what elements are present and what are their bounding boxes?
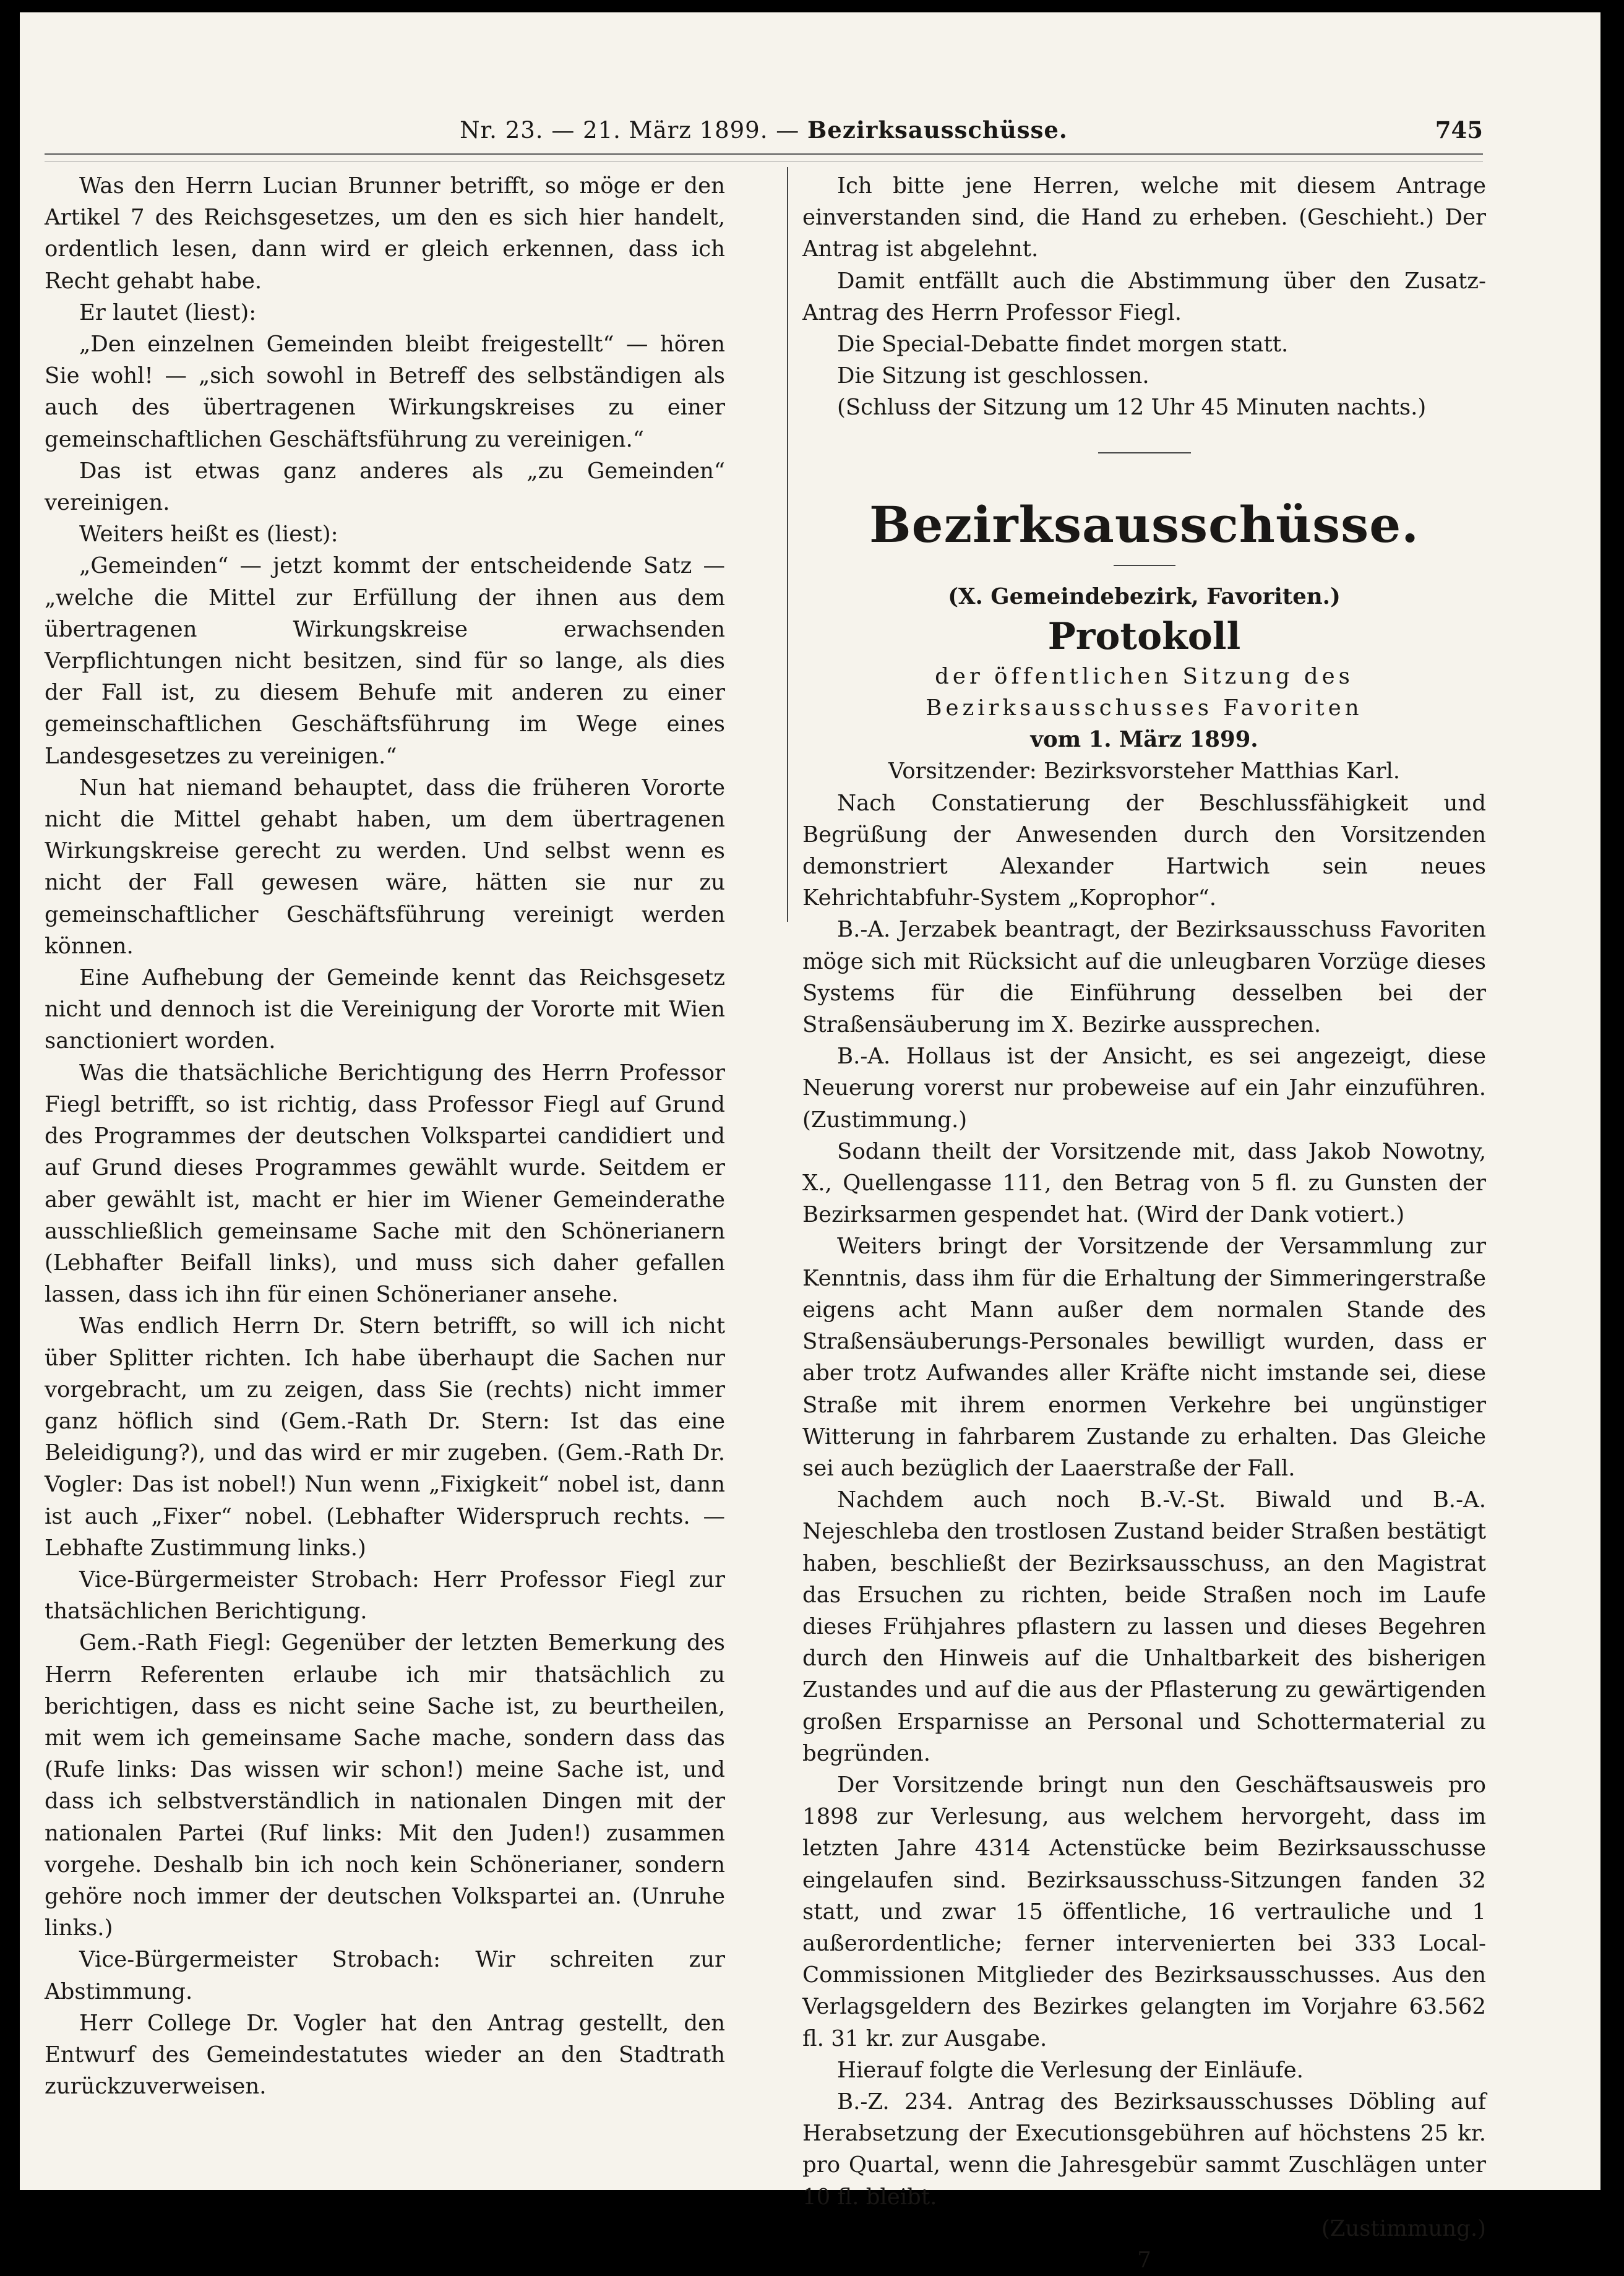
right-column [802,170,1486,2276]
paragraph: Nach Constatierung der Beschlussfähigkeit und Begrüßung der Anwesenden durch den Vorsitzenden demonstriert Alexander Hartwich sein neues Kehrichtabfuhr-System „Koprophor“. [802,790,1486,911]
paragraph: Was die thatsächliche Berichtigung des Herrn Professor Fiegl betrifft, so ist richtig, dass Professor Fiegl auf Grund des Programmes der deutschen Volkspartei candidiert und auf Grund dieses Programmes gewählt wurde. Seitdem er aber gewählt ist, macht er hier im Wiener Gemeinderathe ausschließlich gemeinsame Sache mit den Schönerianern (Lebhafter Beifall links), und muss sich daher gefallen lassen, dass ich ihn für einen Schönerianer ansehe. [45,1060,725,1308]
speaker-paragraph: Gem.-Rath Fiegl: Gegenüber der letzten Bemerkung des Herrn Referenten erlaube ich mir thatsächlich zu berichtigen, dass es nicht seine Sache ist, zu beurtheilen, mit wem ich gemeinsame Sache mache, sondern dass das (Rufe links: Das wissen wir schon!) meine Sache ist, und dass ich selbstverständlich in nationalen Dingen mit der nationalen Partei (Ruf links: Mit den Juden!) zusammen vorgehe. Deshalb bin ich noch kein Schönerianer, sondern gehöre noch immer der deutschen Volkspartei an. (Unruhe links.) [45,1630,725,1941]
paragraph: Herr College Dr. Vogler hat den Antrag gestellt, den Entwurf des Gemeindestatutes wieder an den Stadtrath zurückzuverweisen. [45,2010,725,2100]
header-date: — 21. März 1899. — [551,117,800,144]
protokoll-subtitle: der öffentlichen Sitzung des Bezirksausschusses Favoriten [926,663,1363,721]
paragraph: Weiters heißt es (liest): [79,522,338,548]
paragraph: B.-A. Jerzabek beantragt, der Bezirksausschuss Favoriten möge sich mit Rücksicht auf die unleugbaren Vorzüge dieses Systems für die Einführung desselben bei der Straßensäuberung im X. Bezirke aussprechen. [802,917,1486,1038]
speaker-paragraph: Vice-Bürgermeister Strobach: Herr Professor Fiegl zur thatsächlichen Berichtigung. [45,1566,725,1625]
paragraph: (Schluss der Sitzung um 12 Uhr 45 Minuten nachts.) [837,395,1427,421]
paragraph: Damit entfällt auch die Abstimmung über den Zusatz-Antrag des Herrn Professor Fiegl. [802,268,1486,325]
paragraph: Was endlich Herrn Dr. Stern betrifft, so will ich nicht über Splitter richten. Ich habe überhaupt die Sachen nur vorgebracht, um zu zeigen, dass Sie (rechts) nicht immer ganz höflich sind (Gem.-Rath Dr. Stern: Ist das eine Beleidigung?), und das wird er mir zugeben. (Gem.-Rath Dr. Vogler: Das ist nobel!) Nun wenn „Fixigkeit“ nobel ist, dann ist auch „Fixer“ nobel. (Lebhafter Widerspruch rechts. — Lebhafte Zustimmung links.) [45,1313,725,1561]
paragraph: Sodann theilt der Vorsitzende mit, dass Jakob Nowotny, X., Quellengasse 111, den Betrag von 5 fl. zu Gunsten der Bezirksarmen gespendet hat. (Wird der Dank votiert.) [802,1138,1486,1228]
paragraph: Er lautet (liest): [79,299,257,325]
paragraph: Nun hat niemand behauptet, dass die früheren Vororte nicht die Mittel gehabt haben, um dem übertragenen Wirkungskreise gerecht zu werden. Und selbst wenn es nicht der Fall gewesen wäre, hätten sie nur zu gemeinschaftlicher Geschäftsführung vereinigt werden können. [45,775,725,959]
header-issue: Nr. 23. [460,117,544,144]
district-heading: (X. Gemeindebezirk, Favoriten.) [948,583,1341,609]
paragraph: Weiters bringt der Vorsitzende der Versammlung zur Kenntnis, dass ihm für die Erhaltung der Simmeringerstraße eigens acht Mann außer dem normalen Stande des Straßensäuberungs-Personales bewilligt wurden, dass er aber trotz Aufwandes aller Kräfte nicht imstande sei, diese Straße mit ihrem enormen Verkehre bei ungünstiger Witterung in fahrbarem Zustande zu erhalten. Das Gleiche sei auch bezüglich der Laaerstraße der Fall. [802,1234,1486,1481]
paragraph: Die Special-Debatte findet morgen statt. [837,332,1289,358]
chair-line: Vorsitzender: Bezirksvorsteher Matthias Karl. [888,758,1401,784]
newspaper-page [20,12,1600,2273]
section-title: Bezirksausschüsse. [869,495,1419,554]
paragraph: „Gemeinden“ — jetzt kommt der entscheidende Satz — „welche die Mittel zur Erfüllung der ihnen aus dem übertragenen Wirkungskreise erwachsenden Verpflichtungen nicht besitzen, sind für so lange, als dies der Fall ist, zu diesem Behufe mit anderen zu einer gemeinschaftlichen Geschäftsführung im Wege eines Landesgesetzes zu vereinigen.“ [45,553,725,769]
protokoll-title: Protokoll [1047,614,1241,658]
column-divider [787,167,788,922]
paragraph: B.-A. Hollaus ist der Ansicht, es sei angezeigt, diese Neuerung vorerst nur probeweise auf ein Jahr einzuführen. (Zustimmung.) [802,1044,1486,1133]
title-rule [1114,565,1175,566]
paragraph: Die Sitzung ist geschlossen. [837,363,1149,389]
closing-remark: (Zustimmung.) [1321,2215,1486,2241]
speaker-paragraph: Vice-Bürgermeister Strobach: Wir schreiten zur Abstimmung. [45,1947,725,2004]
paragraph: Der Vorsitzende bringt nun den Geschäftsausweis pro 1898 zur Verlesung, aus welchem hervorgeht, dass im letzten Jahre 4314 Actenstücke beim Bezirksausschusse eingelaufen sind. Bezirksausschuss-Sitzungen fanden 32 statt, und zwar 15 öffentliche, 16 vertrauliche und 1 außerordentliche; ferner intervenierten bei 333 Local-Commissionen Mitglieder des Bezirksausschusses. Aus den Verlagsgeldern des Bezirkes gelangten im Vorjahre 63.562 fl. 31 kr. zur Ausgabe. [802,1772,1486,2051]
paragraph: Nachdem auch noch B.-V.-St. Biwald und B.-A. Nejeschleba den trostlosen Zustand beider Straßen bestätigt haben, beschließt der Bezirksausschuss, an den Magistrat das Ersuchen zu richten, beide Straßen noch im Laufe dieses Frühjahres pflastern zu lassen und dieses Begehren durch den Hinweis auf die Unhaltbarkeit des bisherigen Zustandes und auf die aus der Pflasterung zu gewärtigenden großen Ersparnisse an Personal und Schottermaterial zu begründen. [802,1487,1486,1766]
protokoll-date: vom 1. März 1899. [1030,727,1258,753]
paragraph: Hierauf folgte die Verlesung der Einläufe. [837,2057,1304,2083]
page-header [45,105,1483,155]
paragraph: Das ist etwas ganz anderes als „zu Gemeinden“ vereinigen. [45,458,725,516]
header-section: Bezirksausschüsse. [807,116,1068,144]
left-column [45,170,725,2102]
section-rule [1098,452,1191,453]
paragraph: Ich bitte jene Herren, welche mit diesem Antrage einverstanden sind, die Hand zu erheben. (Geschieht.) Der Antrag ist abgelehnt. [802,173,1486,262]
header-rule [45,153,1483,161]
paragraph: B.-Z. 234. Antrag des Bezirksausschusses Döbling auf Herabsetzung der Executionsgebühren auf höchstens 25 kr. pro Quartal, wenn die Jahresgebür sammt Zuschlägen unter 10 fl. bleibt. [802,2089,1486,2210]
page-number: 745 [1435,116,1483,144]
paragraph: Was den Herrn Lucian Brunner betrifft, so möge er den Artikel 7 des Reichsgesetzes, um den es sich hier handelt, ordentlich lesen, dann wird er gleich erkennen, dass ich Recht gehabt habe. [45,173,725,294]
header-running-title [45,116,1483,144]
signature-mark: 7 [1137,2247,1151,2273]
paragraph: „Den einzelnen Gemeinden bleibt freigestellt“ — hören Sie wohl! — „sich sowohl in Betreff des selbständigen als auch des übertragenen Wirkungskreises zu einer gemeinschaftlichen Geschäftsführung zu vereinigen.“ [45,332,725,452]
paragraph: Eine Aufhebung der Gemeinde kennt das Reichsgesetz nicht und dennoch ist die Vereinigung der Vororte mit Wien sanctioniert worden. [45,965,725,1054]
